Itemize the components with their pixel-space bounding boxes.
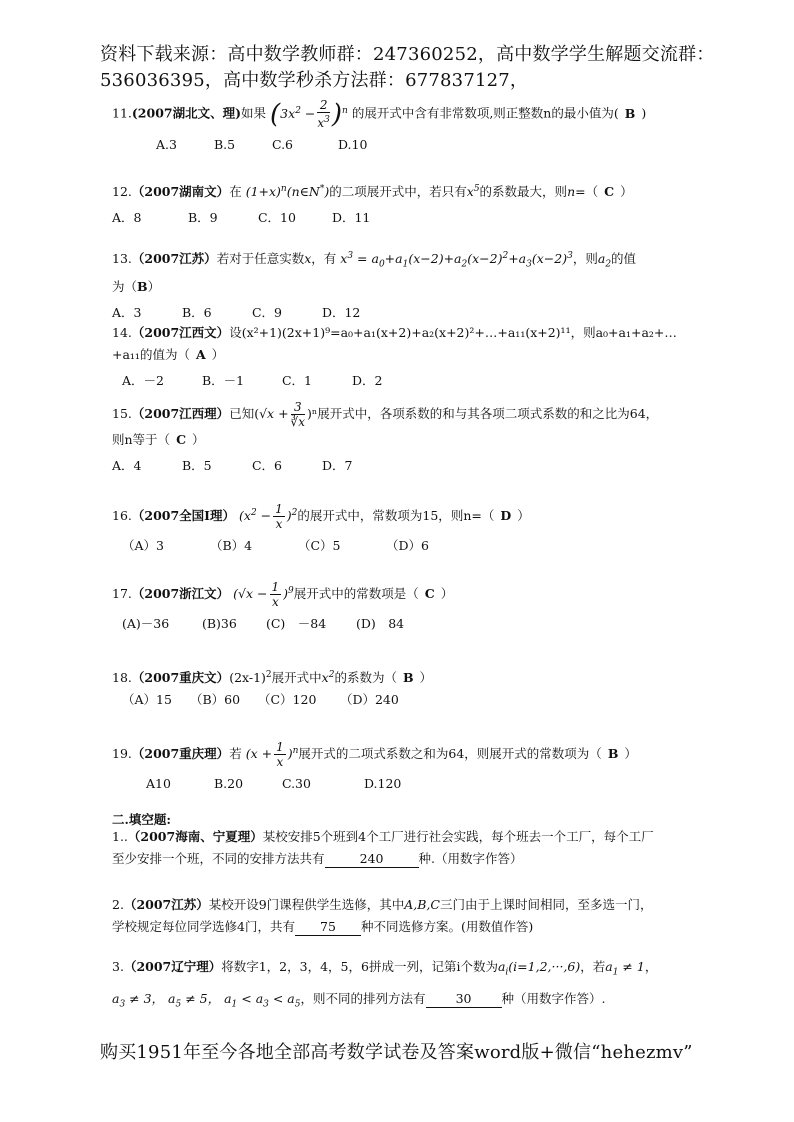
question-text: （ [585,184,599,200]
option-b: （B）4 [209,538,253,554]
option-a: A．8 [112,210,142,226]
question-source: （2007江西理） [131,406,230,421]
question-number: 17. [112,586,132,602]
question-number: 3. [112,959,124,974]
question-text: 种（用数字作答）. [501,990,606,1006]
options [112,302,712,324]
option-b: B．5 [181,458,212,473]
binomial-expression: ($x^2$ − $\frac{1}{x}$ )$^2$ [239,502,298,532]
option-d: （D）6 [385,538,429,554]
question-source: (2007湖北文、理) [131,105,242,121]
question-number: 12. [112,184,132,200]
question-11 [112,98,712,156]
option-c: （C）5 [297,538,341,554]
question-text: ，则 [572,251,598,267]
options [122,613,712,635]
answer-label: C [424,586,435,602]
options [112,455,712,477]
question-source: （2007全国Ⅰ理） [131,508,236,524]
conditions: $a_3 \ne 3$， $a_5 \ne 5$， $a_1 < a_3 < a_5$ [112,990,301,1009]
question-text: 的值 [611,251,637,267]
question-text: 展开式中的常数项是（ [293,586,419,602]
options [156,134,712,156]
option-a: A．3 [112,304,142,320]
question-text: 的系数为（ [334,670,397,686]
question-text: 若 [229,746,242,762]
polynomial-identity: $x^3 = a_0+a_1(x-2)+a_2(x-2)^2+a_3(x-2)^3$ [340,251,573,270]
question-text: ） [620,184,633,200]
option-b: (B)36 [201,616,237,632]
sequence-term: $a_i(i=1,2,\cdot\cdot\cdot,6)$ [497,959,581,978]
option-d: D.10 [337,137,368,152]
question-number: 14. [112,325,132,340]
answer-label: C [176,432,187,447]
question-source: （2007辽宁理） [123,959,222,974]
question-number: 1.. [112,829,128,844]
question-18 [112,664,712,711]
question-text: (2x-1) [229,670,266,686]
header-line-1: 资料下载来源：高中数学教师群：247360252，高中数学学生解题交流群： [100,44,715,65]
promo-footer: 购买1951年至今各地全部高考数学试卷及答案word版+微信“hehezmv” [100,1042,693,1063]
question-text: ） [517,508,530,524]
answer-blank: 75 [295,919,361,936]
question-14 [112,322,712,392]
option-a: （A）15 [122,692,172,708]
question-text: 至少安排一个班，不同的安排方法共有 [112,851,325,866]
question-text: 则n等于（ [112,432,171,447]
option-a: A10 [146,776,171,792]
question-text: )ⁿ展开式中，各项系数的和与其各项二项式系数的和之比为64， [306,406,659,421]
variable-x: x [304,251,312,267]
question-source: （2007海南、宁夏理） [127,829,263,844]
question-text: 的展开式中，常数项为15，则n=（ [297,508,495,524]
question-text: ，若 [580,959,606,974]
question-text: ） [192,432,205,447]
question-number: 15. [112,406,132,421]
question-text: 某校开设9门课程供学生选修，其中 [208,897,405,912]
binomial-expression: $(1+x)^n(n\in N^*)$ [245,184,330,200]
answer-label: B [402,670,414,686]
power-term: $x^5$ [466,184,480,200]
option-b: B.5 [213,137,236,152]
question-source: （2007湖南文） [131,184,230,200]
question-source: （2007江西文） [131,325,230,340]
question-source: （2007江苏） [131,251,217,267]
option-c: C.6 [271,137,294,152]
question-text: ， [644,959,658,974]
binomial-expression: ($3x^2$ − $\frac{2}{x^3}$ )$^n$ [270,98,348,130]
question-text: ） [419,670,433,686]
course-set: A,B,C [404,897,440,912]
answer-blank: 240 [325,851,419,868]
header-line-2: 536036395，高中数学秒杀方法群：677837127， [100,70,529,91]
option-a: (A)－36 [122,616,170,632]
option-d: （D）240 [339,692,399,708]
question-text: ，则不同的排列方法有 [300,990,426,1006]
answer-label: B [624,105,636,121]
option-d: D．2 [351,373,383,388]
option-c: C.30 [281,776,311,792]
question-text: 三门由于上课时间相同，至多选一门， [439,897,653,912]
fill-question-2 [112,894,712,938]
question-text: 学校规定每位同学选修4门，共有 [112,919,295,934]
fill-question-1 [112,826,712,870]
question-text: 种.（用数字作答） [418,851,523,866]
question-number: 11. [112,105,132,121]
option-a: A．4 [112,458,142,473]
question-16 [112,502,712,557]
option-b: B．6 [181,304,212,320]
question-text: ） [211,347,225,362]
question-number: 13. [112,251,132,267]
question-text: ） [624,746,637,762]
options [122,535,712,557]
option-b: （B）60 [189,692,241,708]
question-source: （2007江苏） [123,897,209,912]
option-a: A．－2 [122,373,164,388]
condition-1: $a_1 \ne 1$ [605,959,645,978]
power-term: $x^2$ [321,670,335,686]
question-number: 19. [112,746,132,762]
question-text: 展开式中 [271,670,322,686]
radical-expression: √x + $\frac{3}{∛x}$ [259,400,305,429]
option-c: （C）120 [257,692,317,708]
answer-label: C [604,184,615,200]
options [122,370,712,392]
question-text: 将数字1，2，3，4，5，6拼成一列，记第i个数为 [221,959,498,974]
option-b: B．9 [187,210,218,226]
question-text: 展开式的二项式系数之和为64，则展开式的常数项为（ [298,746,602,762]
fill-question-3 [112,956,712,1015]
question-text: 设(x²+1)(2x+1)⁹=a₀+a₁(x+2)+a₂(x+2)²+…+a₁₁(x+2)¹¹，则a₀+a₁+a₂+… [229,325,677,340]
exponent: 2 [265,670,272,680]
options [146,773,712,795]
question-text: 种不同选修方案。(用数值作答) [360,919,534,934]
question-text: 为（ [112,278,138,294]
question-text: 的展开式中含有非常数项,则正整数n的最小值为( [351,105,619,121]
option-a: A.3 [156,137,177,152]
binomial-expression: (x + $\frac{1}{x}$ )$^n$ [245,740,299,770]
question-source: （2007重庆文） [131,670,230,686]
question-12: 12.（2007湖南文）在 $(1+x)^n(n\in N^*)$的二项展开式中，若只有$x^5$的系数最大，则n=（ C ） A．8 B．9 C．10 D．11 [112,178,712,229]
question-text: ，有 [311,251,337,267]
option-c: (C) －84 [265,616,327,632]
question-text: 已知( [229,406,260,421]
coefficient-a2: $a_2$ [597,251,612,270]
answer-blank: 30 [426,991,502,1008]
option-b: B．－1 [201,373,245,388]
question-text: 如果 [241,105,267,121]
source-header [100,42,740,94]
option-d: D．11 [331,210,371,226]
question-number: 18. [112,670,132,686]
question-number: 2. [112,897,124,912]
question-text: ) [641,105,647,121]
answer-label: B [607,746,619,762]
question-17 [112,580,712,635]
option-b: B.20 [213,776,244,792]
question-text: ） [147,278,161,294]
question-source: （2007浙江文） [131,586,230,602]
question-text: 的二项展开式中，若只有 [329,184,467,200]
option-d: D．12 [321,304,361,320]
option-c: C．1 [281,373,312,388]
question-text: 在 [229,184,242,200]
question-15 [112,400,712,477]
option-c: C．6 [251,458,282,473]
answer-label: A [195,347,206,362]
option-c: C．9 [251,304,282,320]
option-a: （A）3 [122,538,164,554]
options [122,689,712,711]
question-text: ） [440,586,454,602]
option-c: C．10 [257,210,296,226]
question-source: （2007重庆理） [131,746,230,762]
question-number: 16. [112,508,132,524]
answer-label: D [500,508,512,524]
section-heading-fill: 二.填空题: [112,812,171,827]
binomial-expression: (√x − $\frac{1}{x}$ )$^9$ [233,580,294,610]
answer-label: B [137,278,148,294]
option-d: D.120 [363,776,402,792]
question-13 [112,245,712,324]
question-19 [112,740,712,795]
option-d: D．7 [321,458,353,473]
options [112,207,712,229]
variable-n: n [567,184,576,200]
question-text: +a₁₁的值为（ [112,347,190,362]
option-d: (D) 84 [355,616,405,632]
question-text: 某校安排5个班到4个工厂进行社会实践，每个班去一个工厂，每个工厂 [262,829,654,844]
question-text: 若对于任意实数 [216,251,305,267]
question-text: 的系数最大，则 [479,184,568,200]
